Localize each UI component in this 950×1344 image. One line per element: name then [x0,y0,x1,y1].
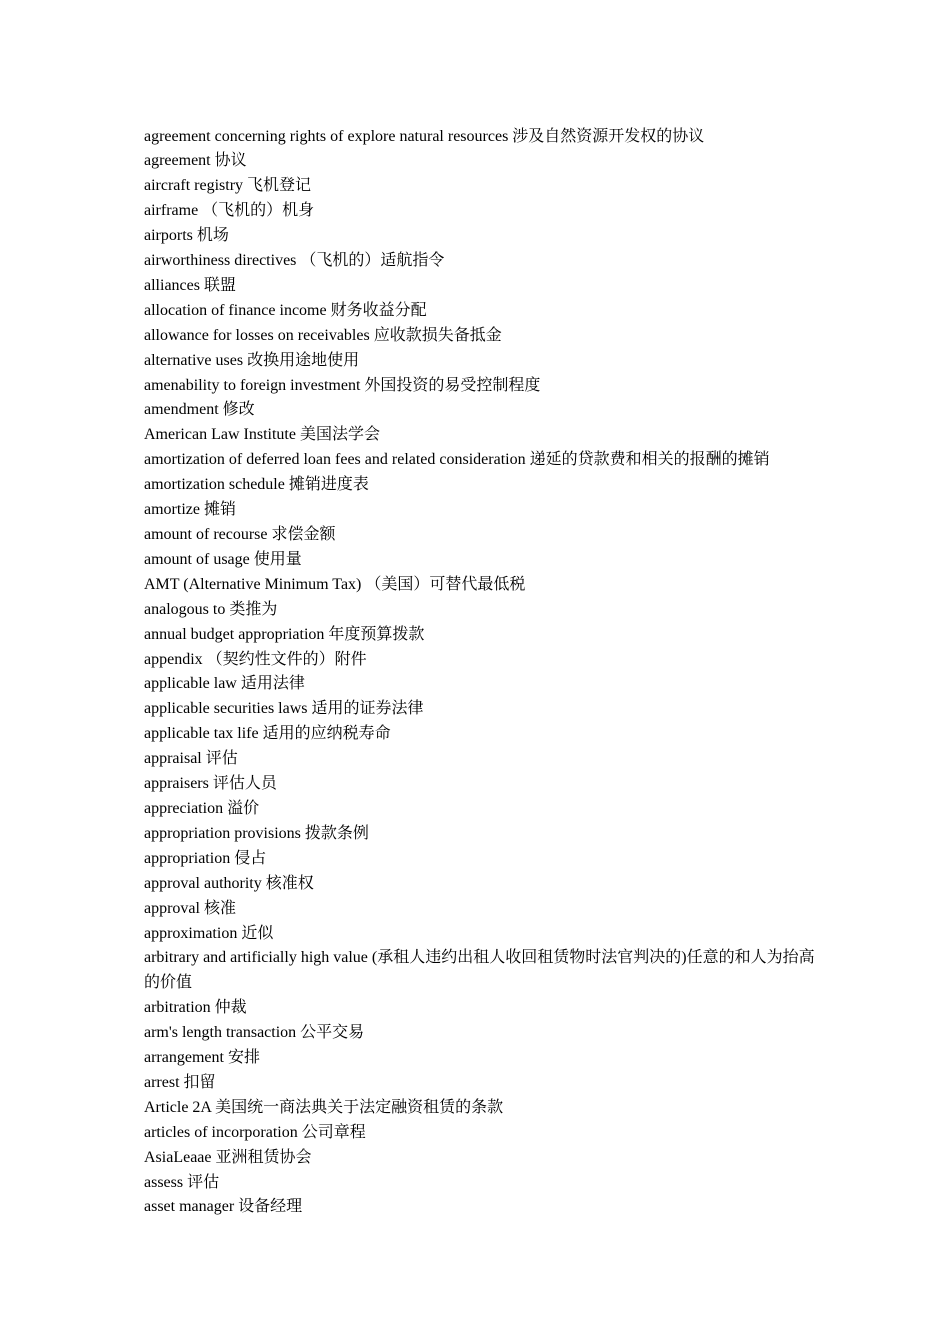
glossary-entry: articles of incorporation 公司章程 [144,1123,366,1141]
glossary-entry: agreement 协议 [144,152,247,170]
glossary-entry: amount of usage 使用量 [144,550,302,568]
glossary-entry: amortization of deferred loan fees and related consideration 递延的贷款费和相关的报酬的摊销 [144,451,770,469]
glossary-entry: alliances 联盟 [144,276,236,294]
glossary-entry: aircraft registry 飞机登记 [144,177,312,195]
glossary-entry: American Law Institute 美国法学会 [144,426,380,444]
glossary-entry: appreciation 溢价 [144,799,260,817]
glossary-entry: applicable tax life 适用的应纳税寿命 [144,725,391,743]
glossary-entry: approval authority 核准权 [144,874,314,892]
glossary-entry: appraisers 评估人员 [144,775,277,793]
glossary-entry: AsiaLeaae 亚洲租赁协会 [144,1148,312,1166]
glossary-entry: analogous to 类推为 [144,600,278,618]
glossary-entry: amortization schedule 摊销进度表 [144,476,369,494]
glossary-entry: appraisal 评估 [144,750,238,768]
glossary-entry: applicable securities laws 适用的证券法律 [144,700,424,718]
glossary-entry: agreement concerning rights of explore natural resources 涉及自然资源开发权的协议 [144,127,705,145]
glossary-entry: applicable law 适用法律 [144,675,305,693]
glossary-entry: amendment 修改 [144,401,255,419]
glossary-entry: airports 机场 [144,227,229,245]
glossary-entry: allocation of finance income 财务收益分配 [144,301,427,319]
glossary-entry: Article 2A 美国统一商法典关于法定融资租赁的条款 [144,1098,504,1116]
glossary-entry: airframe （飞机的）机身 [144,202,315,220]
glossary-entry: alternative uses 改换用途地使用 [144,351,360,369]
glossary-entry: annual budget appropriation 年度预算拨款 [144,625,425,643]
glossary-entry: arbitration 仲裁 [144,999,247,1017]
glossary-entry: approval 核准 [144,899,236,917]
glossary-entry: arrest 扣留 [144,1073,216,1091]
glossary-entry: appropriation 侵占 [144,849,267,867]
glossary-entry: appropriation provisions 拨款条例 [144,824,369,842]
glossary-entry: asset manager 设备经理 [144,1198,303,1216]
glossary-entry: arm's length transaction 公平交易 [144,1024,365,1042]
glossary-entry: arbitrary and artificially high value (承租人违约出租人收回租赁物时法官判决的)任意的和人为抬高的价值 [144,949,815,992]
glossary-entry: arrangement 安排 [144,1049,260,1067]
glossary-list [144,125,816,1221]
glossary-entry: amenability to foreign investment 外国投资的易受控制程度 [144,376,541,394]
glossary-entry: appendix （契约性文件的）附件 [144,650,367,668]
glossary-entry: amount of recourse 求偿金额 [144,526,336,543]
glossary-entry: airworthiness directives （飞机的）适航指令 [144,252,445,270]
glossary-entry: amortize 摊销 [144,501,236,519]
glossary-entry: allowance for losses on receivables 应收款损失备抵金 [144,326,502,344]
glossary-entry: approximation 近似 [144,924,274,942]
glossary-entry: AMT (Alternative Minimum Tax) （美国）可替代最低税 [144,575,526,593]
glossary-entry: assess 评估 [144,1173,220,1191]
